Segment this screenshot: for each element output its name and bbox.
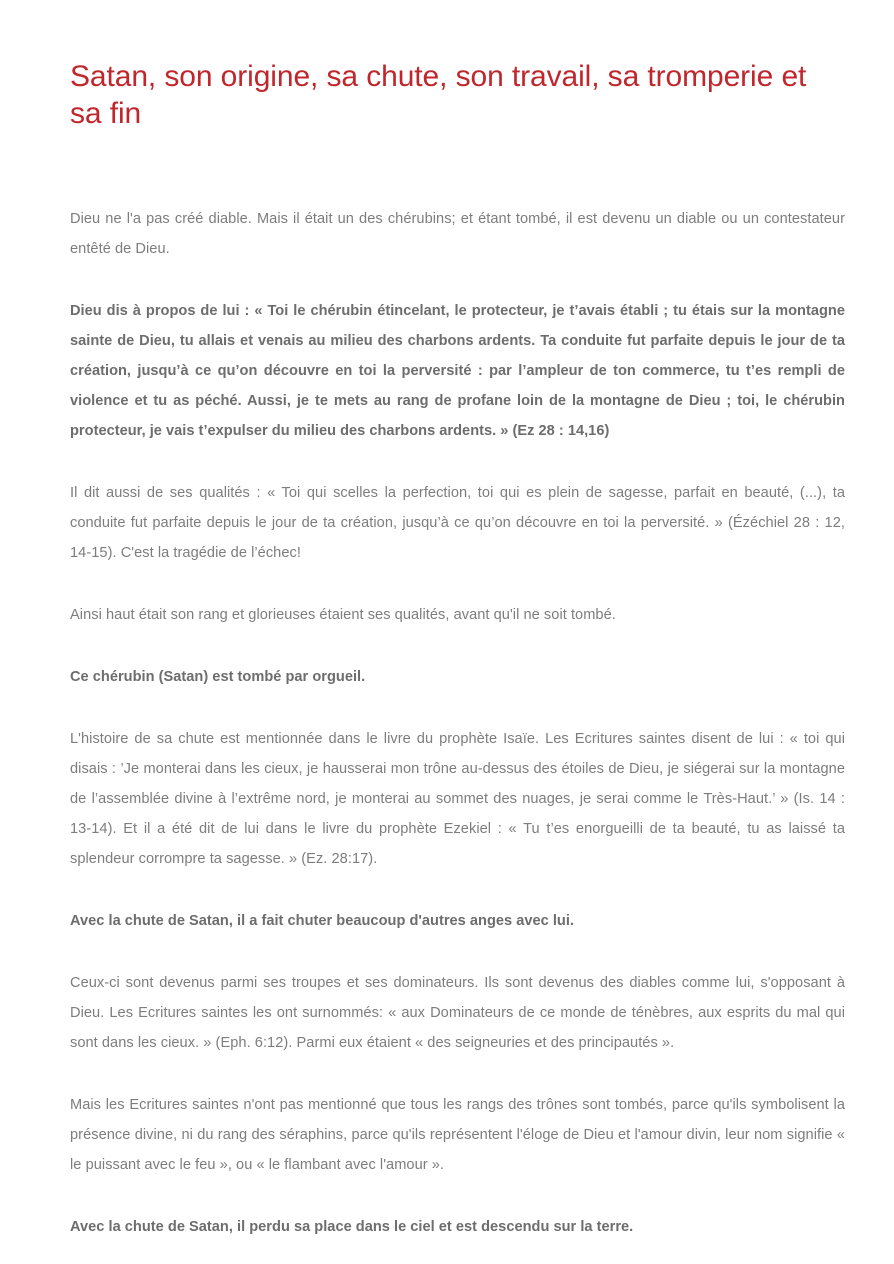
paragraph-pride-heading: Ce chérubin (Satan) est tombé par orgueil. — [70, 669, 366, 685]
paragraph-ezekiel-quote: Dieu dis à propos de lui : « Toi le chérubin étincelant, le protecteur, je t’avais établi ; tu étais sur la montagne sainte de Dieu, tu allais et venais au milieu des charbons ardents. Ta conduite fut parfaite depuis le jour de ta création, jusqu’à ce qu’on découvre en toi la perversité : par l’ampleur de ton commerce, tu t’es rempli de violence et tu as péché. Aussi, je te mets au rang de profane loin de la montagne de Dieu ; toi, le chérubin protecteur, je vais t’expulser du milieu des charbons ardents. » (Ez 28 : 14,16) — [70, 303, 845, 439]
paragraph-fallen-angels-heading: Avec la chute de Satan, il a fait chuter beaucoup d'autres anges avec lui. — [70, 913, 575, 929]
paragraph-rank: Ainsi haut était son rang et glorieuses étaient ses qualités, avant qu'il ne soit tombé. — [70, 607, 616, 623]
paragraph-lost-place-heading: Avec la chute de Satan, il perdu sa place dans le ciel et est descendu sur la terre. — [70, 1219, 634, 1235]
article-body — [70, 204, 845, 1242]
paragraph-qualities: Il dit aussi de ses qualités : « Toi qui scelles la perfection, toi qui es plein de sagesse, parfait en beauté, (...), ta conduite fut parfaite depuis le jour de ta création, jusqu’à ce qu’on découvre en toi la perversité. » (Ézéchiel 28 : 12, 14-15). C'est la tragédie de l’échec! — [70, 485, 845, 561]
paragraph-thrones-seraphim: Mais les Ecritures saintes n'ont pas mentionné que tous les rangs des trônes sont tombés, parce qu'ils symbolisent la présence divine, ni du rang des séraphins, parce qu'ils représentent l'éloge de Dieu et l'amour divin, leur nom signifie « le puissant avec le feu », ou « le flambant avec l'amour ». — [70, 1097, 845, 1173]
paragraph-intro: Dieu ne l'a pas créé diable. Mais il était un des chérubins; et étant tombé, il est devenu un diable ou un contestateur entêté de Dieu. — [70, 211, 845, 257]
paragraph-fallen-angels-body: Ceux-ci sont devenus parmi ses troupes et ses dominateurs. Ils sont devenus des diables comme lui, s'opposant à Dieu. Les Ecritures saintes les ont surnommés: « aux Dominateurs de ce monde de ténèbres, aux esprits du mal qui sont dans les cieux. » (Eph. 6:12). Parmi eux étaient « des seigneuries et des principautés ». — [70, 975, 845, 1051]
paragraph-isaiah-history: L'histoire de sa chute est mentionnée dans le livre du prophète Isaïe. Les Ecritures saintes disent de lui : « toi qui disais : ’Je monterai dans les cieux, je hausserai mon trône au-dessus des étoiles de Dieu, je siégerai sur la montagne de l’assemblée divine à l’extrême nord, je monterai au sommet des nuages, je serai comme le Très-Haut.’ » (Is. 14 : 13-14). Et il a été dit de lui dans le livre du prophète Ezekiel : « Tu t’es enorgueilli de ta beauté, tu as laissé ta splendeur corrompre ta sagesse. » (Ez. 28:17). — [70, 731, 845, 867]
page-title: Satan, son origine, sa chute, son travail, sa tromperie et sa fin — [70, 60, 807, 130]
document-content — [70, 0, 845, 1242]
